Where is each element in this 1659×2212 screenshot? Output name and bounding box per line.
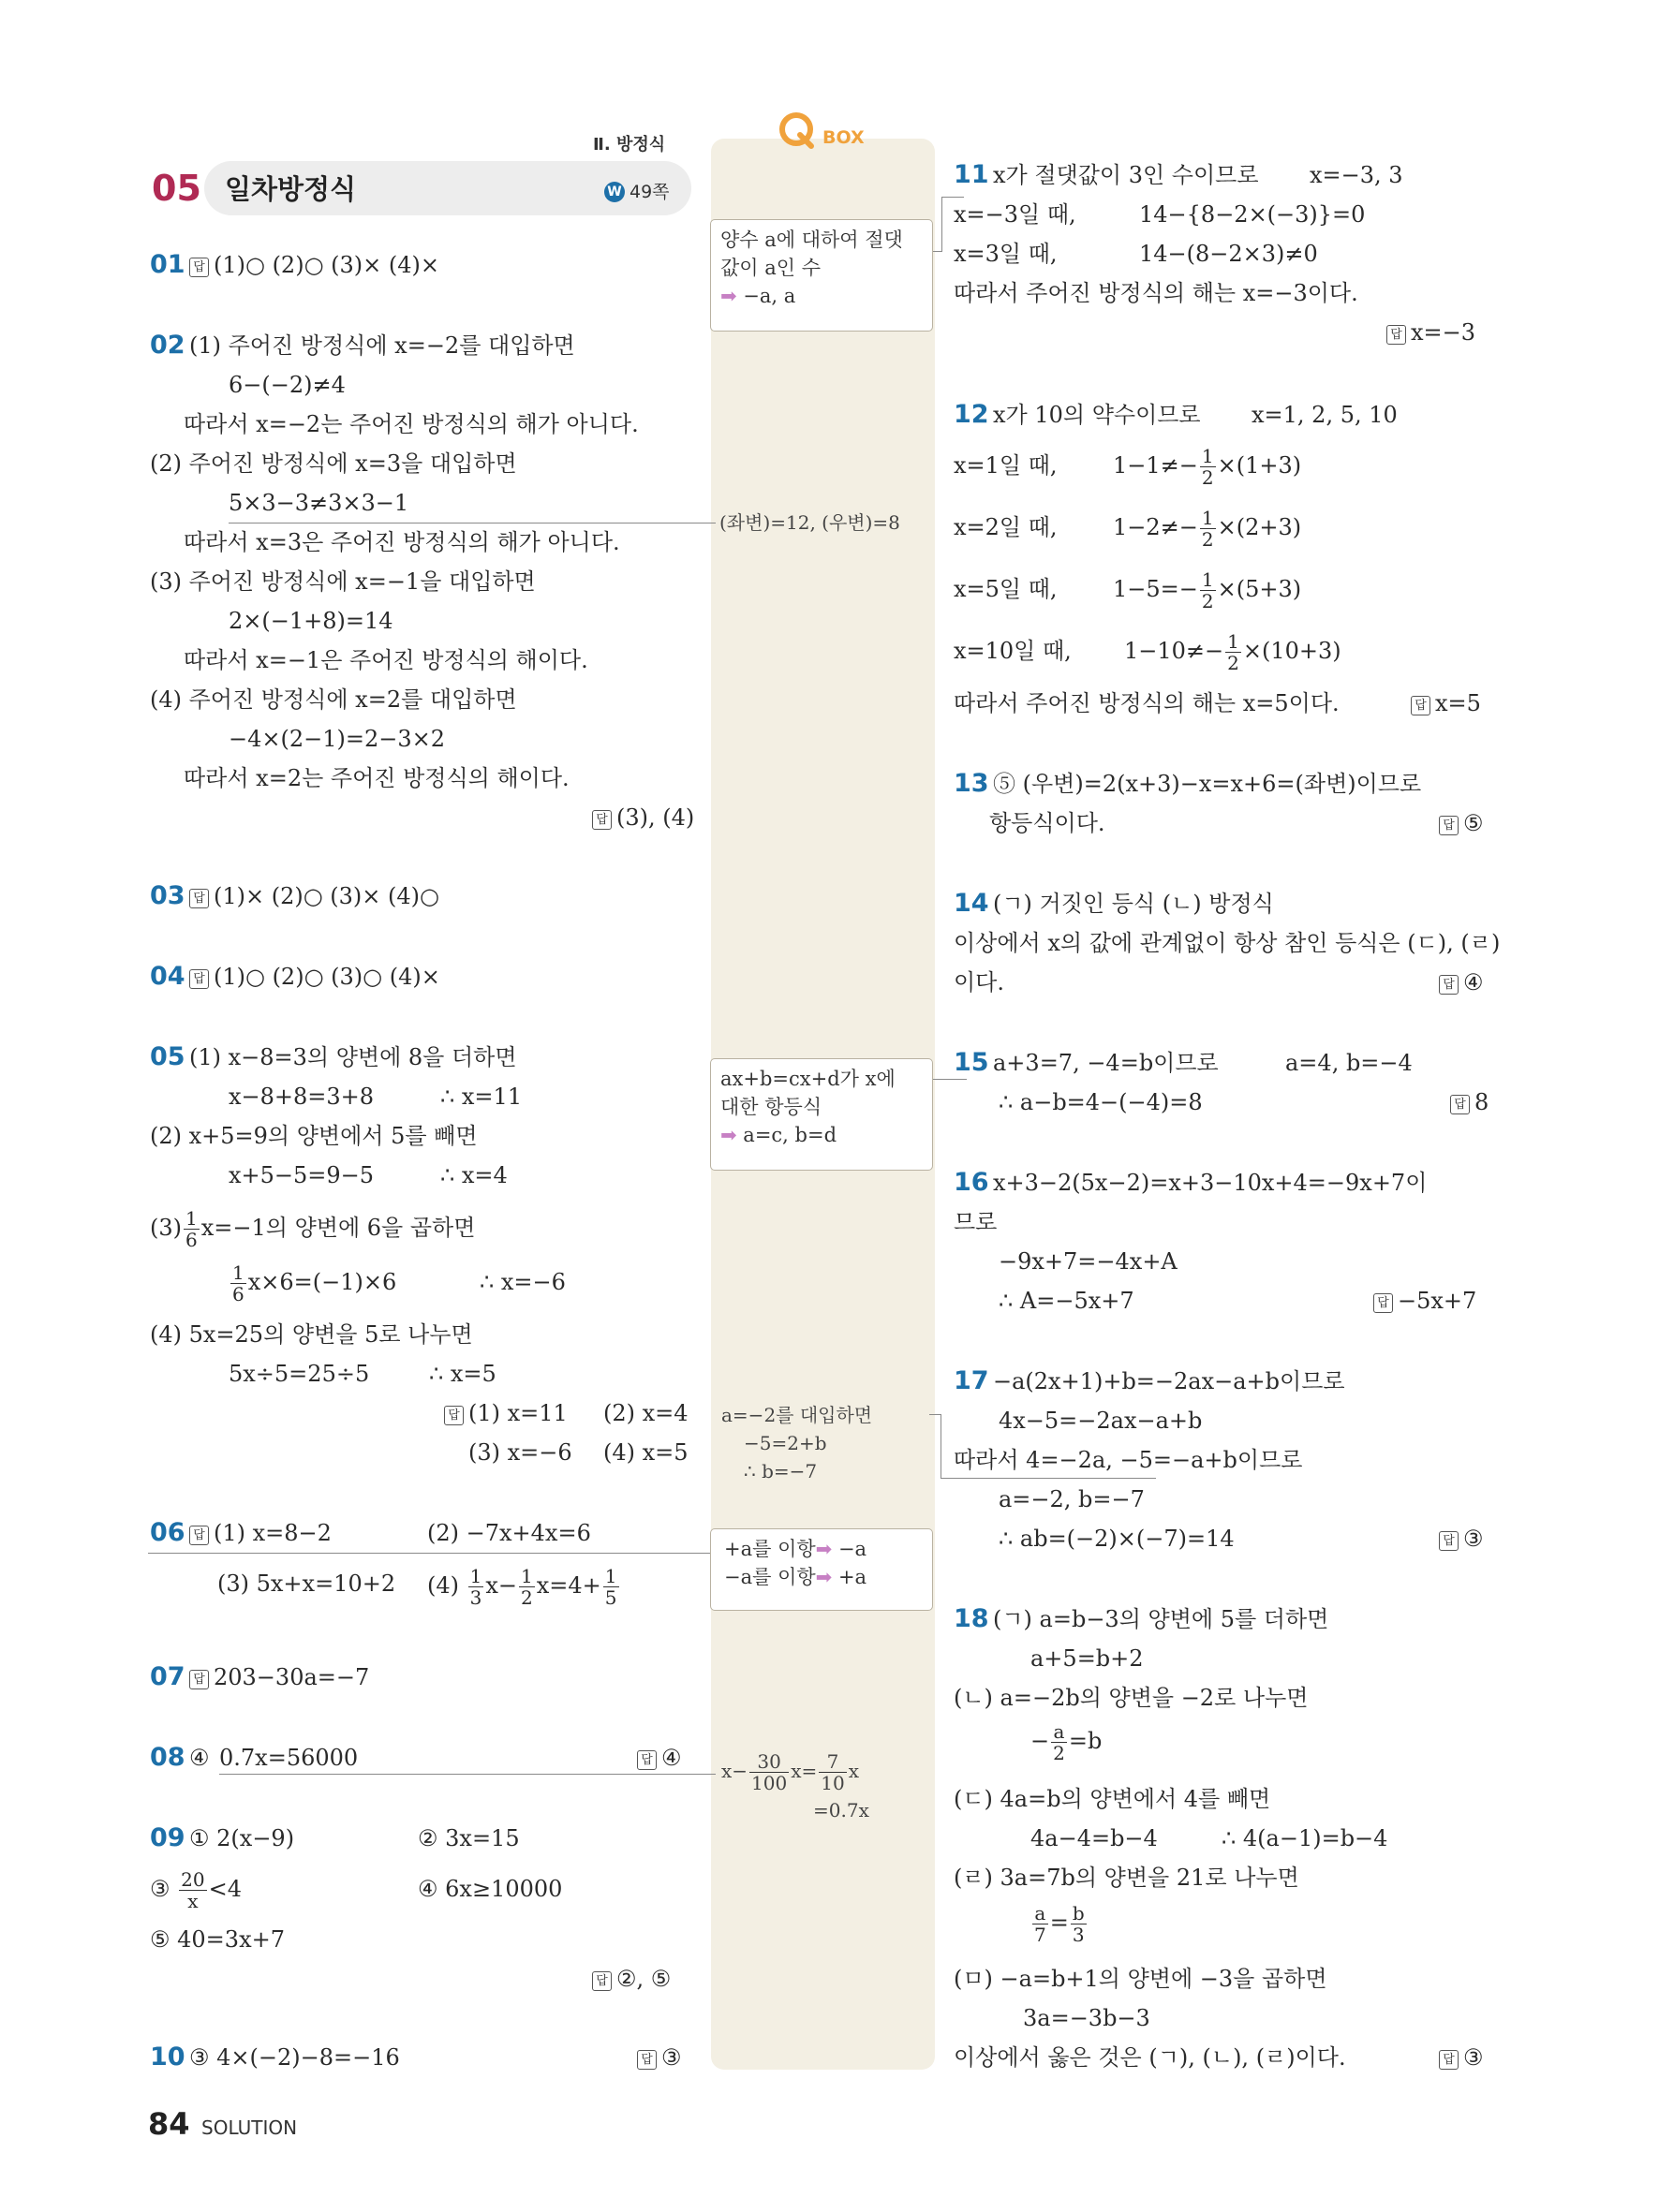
text-line: ① 2(x−9) — [189, 1825, 295, 1851]
answer-01: 답 (1)○ (2)○ (3)× (4)× — [189, 251, 439, 279]
problem-number: 04 — [150, 962, 185, 991]
answer-13: 답 ⑤ — [1439, 809, 1484, 837]
text-line: (2) 주어진 방정식에 x=3을 대입하면 — [150, 450, 517, 477]
text-line: (1) x−8=3의 양변에 8을 더하면 — [189, 1044, 517, 1070]
problem-number: 10 — [150, 2042, 185, 2072]
text-line: 이상에서 x의 값에 관계없이 항상 참인 등식은 (ㄷ), (ㄹ) — [954, 930, 1501, 956]
text-line: ⑤ (우변)=2(x+3)−x=x+6=(좌변)이므로 — [993, 771, 1422, 797]
answer-18: 답 ③ — [1439, 2043, 1484, 2072]
connector-line — [933, 1079, 967, 1080]
fraction: $\frac{1}{2}$ — [1201, 445, 1214, 489]
text-line: ④ — [189, 1745, 210, 1771]
text-line: ∴ 4(a−1)=b−4 — [1222, 1825, 1388, 1851]
text-line: ∴ a−b=4−(−4)=8 — [999, 1089, 1203, 1115]
qbox-logo-text: BOX — [822, 127, 865, 148]
text-line: x=5일 때, — [954, 576, 1058, 602]
text-line: (ㄱ) a=b−3의 양변에 5를 더하면 — [993, 1606, 1329, 1632]
text-line: − $\frac{a}{2}$ =b — [1030, 1720, 1103, 1764]
text-line: a=4, b=−4 — [1285, 1050, 1413, 1076]
text-line: 1−10≠− $\frac{1}{2}$ ×(10+3) — [1124, 630, 1341, 674]
arrow-icon: ➡ — [720, 1124, 737, 1146]
text-line: (ㅁ) −a=b+1의 양변에 −3을 곱하면 — [954, 1966, 1327, 1992]
text-line: 0.7x=56000 — [219, 1745, 359, 1771]
text-line: x=3일 때, — [954, 241, 1058, 267]
problem-number: 14 — [954, 889, 989, 918]
text-line: (4) 주어진 방정식에 x=2를 대입하면 — [150, 686, 517, 713]
text-line: ② 3x=15 — [418, 1825, 520, 1851]
text-line: a+3=7, −4=b이므로 — [993, 1050, 1219, 1076]
connector-line — [933, 251, 942, 252]
qbox-note-identity: ax+b=cx+d가 x에 대한 항등식 ➡ a=c, b=d — [710, 1058, 933, 1171]
problem-number: 05 — [150, 1042, 185, 1071]
text-line: 이다. — [954, 969, 1004, 995]
arrow-icon: ➡ — [815, 1566, 833, 1588]
problem-number: 12 — [954, 400, 989, 429]
fraction: $\frac{1}{3}$ — [469, 1565, 482, 1609]
text-line: (2) x=4 — [603, 1400, 689, 1426]
fraction: $\frac{a}{7}$ — [1034, 1902, 1046, 1946]
text-line: ∴ x=−6 — [480, 1269, 566, 1295]
answer-02: 답 (3), (4) — [592, 804, 694, 832]
answer-04: 답 (1)○ (2)○ (3)○ (4)× — [189, 963, 440, 991]
text-line: 1−1≠− $\frac{1}{2}$ ×(1+3) — [1113, 445, 1302, 489]
text-line: x=−3, 3 — [1310, 162, 1403, 188]
text-line: 따라서 4=−2a, −5=−a+b이므로 — [954, 1447, 1303, 1473]
problem-number: 08 — [150, 1743, 185, 1772]
problem-number: 17 — [954, 1366, 989, 1395]
ref-badge: W — [604, 182, 625, 202]
text-line: x+5−5=9−5 — [229, 1162, 375, 1188]
text-line: (4) x=5 — [603, 1439, 689, 1466]
text-line: x=10일 때, — [954, 638, 1072, 664]
answer-07: 답 203−30a=−7 — [189, 1663, 369, 1691]
fraction: $\frac{1}{6}$ — [185, 1207, 198, 1251]
fraction: $\frac{1}{5}$ — [604, 1565, 617, 1609]
chapter-label: Ⅱ. 방정식 — [593, 135, 666, 155]
answer-05: 답 (1) x=11 — [444, 1399, 568, 1427]
text-line: ③ $\frac{20}{x}$ <4 — [150, 1868, 242, 1912]
text-line: ③ 4×(−2)−8=−16 — [189, 2044, 400, 2071]
text-line: (4) $\frac{1}{3}$ x− $\frac{1}{2}$ x=4+ $\frac{1}{5}$ — [427, 1565, 617, 1609]
answer-10: 답 ③ — [637, 2043, 682, 2072]
text-line: 므로 — [954, 1209, 998, 1235]
answer-11: 답 x=−3 — [1386, 318, 1475, 347]
text-line: 따라서 x=−1은 주어진 방정식의 해이다. — [184, 647, 588, 673]
answer-12: 답 x=5 — [1411, 689, 1481, 717]
text-line: (3) $\frac{1}{6}$ x=−1의 양변에 6을 곱하면 — [150, 1207, 476, 1251]
problem-number: 18 — [954, 1604, 989, 1633]
arrow-icon: ➡ — [720, 285, 737, 307]
text-line: ⑤ 40=3x+7 — [150, 1926, 285, 1953]
text-line: (ㄱ) 거짓인 등식 (ㄴ) 방정식 — [993, 891, 1274, 917]
text-line: x=1, 2, 5, 10 — [1252, 402, 1398, 428]
qbox-q-icon — [778, 111, 819, 152]
qbox-note-substitute: a=−2를 대입하면 −5=2+b ∴ b=−7 — [721, 1404, 873, 1482]
text-line: (2) x+5=9의 양변에서 5를 빼면 — [150, 1123, 478, 1149]
text-line: 14−{8−2×(−3)}=0 — [1139, 201, 1366, 228]
qbox-note-decimal-result: =0.7x — [813, 1799, 869, 1821]
fraction: $\frac{20}{x}$ — [181, 1868, 205, 1912]
text-line: (3) x=−6 — [468, 1439, 572, 1466]
connector-line — [219, 1774, 716, 1775]
answer-15: 답 8 — [1450, 1088, 1489, 1116]
text-line: (1) 주어진 방정식에 x=−2를 대입하면 — [189, 332, 575, 359]
text-line: 1−5=− $\frac{1}{2}$ ×(5+3) — [1113, 568, 1302, 612]
problem-number: 11 — [954, 160, 989, 189]
connector-line — [929, 1414, 941, 1415]
text-line: 6−(−2)≠4 — [229, 372, 346, 398]
connector-line — [148, 1553, 714, 1554]
text-line: 5x÷5=25÷5 — [229, 1361, 370, 1387]
text-line: ∴ x=4 — [440, 1162, 508, 1188]
text-line: (3) 5x+x=10+2 — [217, 1571, 396, 1597]
text-line: ∴ ab=(−2)×(−7)=14 — [999, 1526, 1235, 1552]
fraction: $\frac{1}{2}$ — [521, 1565, 533, 1609]
problem-number: 13 — [954, 769, 989, 798]
problem-number: 15 — [954, 1048, 989, 1077]
text-line: 따라서 x=−2는 주어진 방정식의 해가 아니다. — [184, 411, 639, 437]
fraction: $\frac{a}{2}$ — [1053, 1720, 1065, 1764]
text-line: ∴ A=−5x+7 — [999, 1288, 1134, 1314]
ref-page: 49쪽 — [630, 182, 670, 202]
text-line: ④ 6x≥10000 — [418, 1876, 563, 1902]
text-line: (2) −7x+4x=6 — [427, 1520, 591, 1546]
answer-16: 답 −5x+7 — [1373, 1287, 1476, 1315]
section-number: 05 — [152, 168, 201, 209]
text-line: 1−2≠− $\frac{1}{2}$ ×(2+3) — [1113, 507, 1302, 551]
text-line: x=−3일 때, — [954, 201, 1076, 228]
footer-label: SOLUTION — [201, 2116, 298, 2139]
fraction: $\frac{1}{2}$ — [1201, 568, 1214, 612]
qbox-note-sides: (좌변)=12, (우변)=8 — [719, 511, 900, 534]
text-line: x=1일 때, — [954, 452, 1058, 479]
problem-number: 06 — [150, 1518, 185, 1547]
text-line: 따라서 주어진 방정식의 해는 x=5이다. — [954, 690, 1340, 716]
text-line: 4x−5=−2ax−a+b — [999, 1408, 1203, 1434]
text-line: (ㄹ) 3a=7b의 양변을 21로 나누면 — [954, 1865, 1299, 1891]
fraction: $\frac{b}{3}$ — [1072, 1902, 1085, 1946]
fraction: $\frac{1}{2}$ — [1227, 630, 1239, 674]
text-line: (3) 주어진 방정식에 x=−1을 대입하면 — [150, 568, 536, 595]
page-number: 84 — [148, 2106, 190, 2142]
problem-number: 07 — [150, 1662, 185, 1691]
text-line: x−8+8=3+8 — [229, 1084, 375, 1110]
text-line: 항등식이다. — [989, 810, 1105, 836]
problem-number: 03 — [150, 881, 185, 910]
answer-17: 답 ③ — [1439, 1525, 1484, 1553]
text-line: a=−2, b=−7 — [999, 1486, 1145, 1512]
fraction: $\frac{30}{100}$ — [751, 1750, 788, 1794]
text-line: 따라서 x=2는 주어진 방정식의 해이다. — [184, 765, 570, 791]
connector-line — [941, 197, 942, 251]
problem-number: 02 — [150, 331, 185, 360]
text-line: ∴ x=11 — [440, 1084, 523, 1110]
text-line: (4) 5x=25의 양변을 5로 나누면 — [150, 1321, 473, 1348]
text-line: −4×(2−1)=2−3×2 — [229, 726, 445, 752]
text-line: x가 절댓값이 3인 수이므로 — [993, 162, 1259, 188]
fraction: $\frac{7}{10}$ — [821, 1750, 845, 1794]
qbox-logo — [778, 111, 865, 155]
text-line: 5×3−3≠3×3−1 — [229, 490, 409, 516]
text-line: (ㄴ) a=−2b의 양변을 −2로 나누면 — [954, 1685, 1309, 1711]
text-line: $\frac{a}{7}$ = $\frac{b}{3}$ — [1034, 1902, 1085, 1946]
text-line: −9x+7=−4x+A — [999, 1248, 1178, 1275]
text-line: x=2일 때, — [954, 514, 1058, 540]
text-line: x+3−2(5x−2)=x+3−10x+4=−9x+7이 — [993, 1170, 1428, 1196]
text-line: 4a−4=b−4 — [1030, 1825, 1158, 1851]
text-line: a+5=b+2 — [1030, 1645, 1144, 1672]
text-line: 3a=−3b−3 — [1023, 2005, 1150, 2031]
arrow-icon: ➡ — [815, 1538, 833, 1560]
text-line: 이상에서 옳은 것은 (ㄱ), (ㄴ), (ㄹ)이다. — [954, 2044, 1346, 2071]
connector-line — [941, 1478, 1156, 1479]
problem-number: 16 — [954, 1168, 989, 1197]
answer-06: 답 (1) x=8−2 — [189, 1519, 332, 1547]
text-line: x가 10의 약수이므로 — [993, 402, 1201, 428]
qbox-note-transpose: +a를 이항➡ −a −a를 이항➡ +a — [710, 1528, 933, 1611]
qbox-note-decimal: x− $\frac{30}{100}$ x= $\frac{7}{10}$ x — [721, 1750, 860, 1794]
text-line: 따라서 x=3은 주어진 방정식의 해가 아니다. — [184, 529, 620, 555]
answer-09: 답 ②, ⑤ — [592, 1965, 671, 1993]
text-line: 14−(8−2×3)≠0 — [1139, 241, 1318, 267]
connector-line — [229, 523, 716, 524]
connector-line — [941, 197, 964, 198]
section-title: 일차방정식 — [225, 173, 357, 205]
text-line: −a(2x+1)+b=−2ax−a+b이므로 — [993, 1368, 1345, 1394]
text-line: 2×(−1+8)=14 — [229, 608, 393, 634]
answer-08: 답 ④ — [637, 1744, 682, 1772]
fraction: $\frac{1}{6}$ — [232, 1261, 244, 1305]
answer-03: 답 (1)× (2)○ (3)× (4)○ — [189, 882, 439, 910]
text-line: 따라서 주어진 방정식의 해는 x=−3이다. — [954, 280, 1358, 306]
fraction: $\frac{1}{2}$ — [1201, 507, 1214, 551]
problem-number: 01 — [150, 250, 185, 279]
text-line: $\frac{1}{6}$ x×6=(−1)×6 — [232, 1261, 397, 1305]
text-line: (ㄷ) 4a=b의 양변에서 4를 빼면 — [954, 1786, 1271, 1812]
text-line: ∴ x=5 — [429, 1361, 496, 1387]
qbox-note-absolute-value: 양수 a에 대하여 절댓 값이 a인 수 ➡ −a, a — [710, 219, 933, 332]
answer-14: 답 ④ — [1439, 968, 1484, 996]
problem-number: 09 — [150, 1823, 185, 1852]
